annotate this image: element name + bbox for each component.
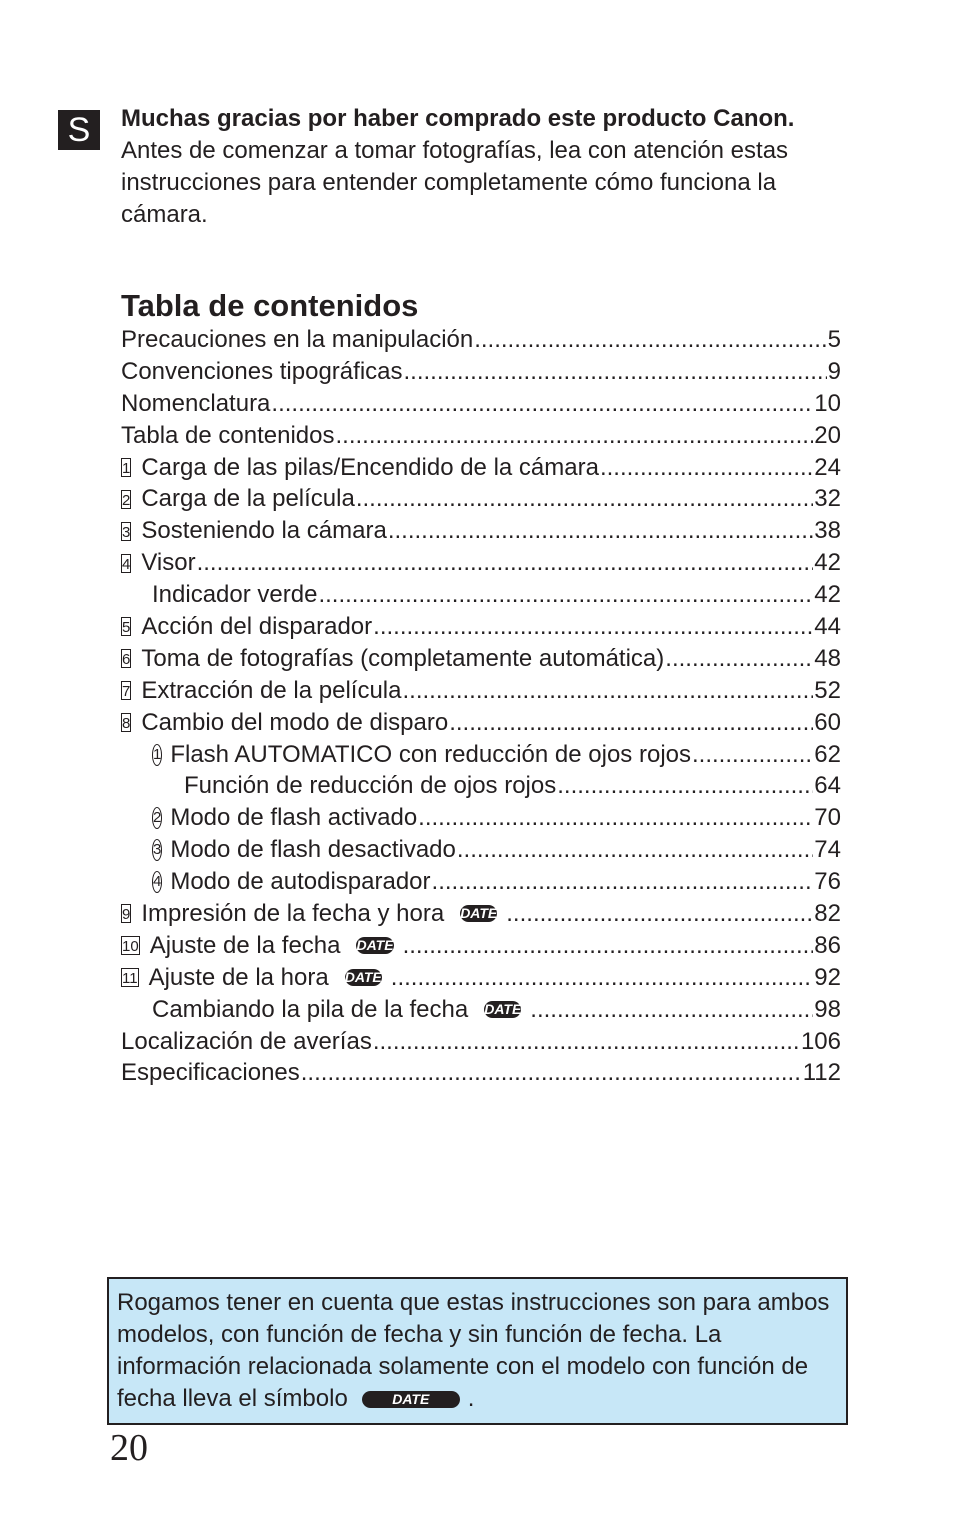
chapter-number: 3 xyxy=(122,523,131,541)
toc-page: 86 xyxy=(814,931,841,959)
chapter-number: 6 xyxy=(122,651,131,669)
toc-label: Nomenclatura xyxy=(121,389,271,417)
chapter-number: 1 xyxy=(122,460,131,477)
toc-page: 5 xyxy=(827,326,841,353)
chapter-number: 7 xyxy=(122,683,131,701)
toc-entry[interactable] xyxy=(121,515,841,547)
circled-number: 4 xyxy=(152,871,162,893)
toc-label: Localización de averías xyxy=(121,1027,372,1055)
toc-page: 42 xyxy=(814,549,841,577)
circled-number: 1 xyxy=(152,744,162,766)
chapter-number: 5 xyxy=(122,619,131,637)
toc-page: 62 xyxy=(814,740,841,768)
toc-page: 42 xyxy=(814,581,841,609)
date-badge-icon: DATE xyxy=(460,905,498,922)
toc-entry[interactable] xyxy=(121,643,841,675)
toc-page: 70 xyxy=(814,804,841,832)
toc-entry[interactable] xyxy=(121,420,841,452)
circled-number: 3 xyxy=(152,839,162,861)
toc-label: Indicador verde xyxy=(152,581,318,609)
toc-entry[interactable] xyxy=(121,770,841,802)
toc-page: 24 xyxy=(814,453,841,481)
date-badge-icon: DATE xyxy=(356,937,394,954)
toc-label: Visor xyxy=(141,549,196,577)
toc-page: 20 xyxy=(814,421,841,449)
toc-entry[interactable] xyxy=(121,452,841,484)
toc-page: 76 xyxy=(814,868,841,896)
toc-entry[interactable] xyxy=(121,866,841,898)
toc-label: Toma de fotografías (completamente automática) xyxy=(141,644,665,672)
toc-label: Modo de flash activado xyxy=(170,804,418,832)
toc-entry[interactable] xyxy=(121,1057,841,1089)
toc-entry[interactable] xyxy=(121,388,841,420)
page-number: 20 xyxy=(110,1427,148,1469)
toc-page: 74 xyxy=(814,836,841,864)
toc-entry[interactable] xyxy=(121,547,841,579)
circled-number: 2 xyxy=(152,807,162,829)
toc-page: 44 xyxy=(814,613,841,641)
chapter-number: 2 xyxy=(122,491,131,509)
toc-entry[interactable] xyxy=(121,834,841,866)
note-end: . xyxy=(467,1385,475,1412)
toc-page: 10 xyxy=(814,389,841,417)
toc-entry[interactable] xyxy=(121,802,841,834)
date-badge-icon: DATE xyxy=(484,1001,522,1018)
toc-entry[interactable] xyxy=(121,994,841,1026)
toc-entry[interactable] xyxy=(121,579,841,611)
note-text: Rogamos tener en cuenta que estas instrucciones son para ambos modelos, con función de fecha y sin función de fecha. La información relacionada solamente con el modelo con función de fecha lleva el símbolo xyxy=(117,1289,830,1412)
toc-entry[interactable] xyxy=(121,707,841,739)
intro-heading: Muchas gracias por haber comprado este producto Canon. xyxy=(121,105,795,132)
toc-page: 82 xyxy=(814,900,841,928)
toc-page: 38 xyxy=(814,517,841,545)
toc-page: 98 xyxy=(814,995,841,1023)
toc-page: 92 xyxy=(814,963,841,991)
toc-entry[interactable] xyxy=(121,356,841,388)
toc-page: 64 xyxy=(814,772,841,800)
toc-label: Cambiando la pila de la fecha xyxy=(152,995,469,1023)
toc-entry[interactable] xyxy=(121,675,841,707)
model-note-box xyxy=(107,1277,848,1425)
toc-label: Precauciones en la manipulación xyxy=(121,326,474,353)
toc-label: Carga de la película xyxy=(141,485,355,513)
toc-entry[interactable] xyxy=(121,611,841,643)
toc-entry[interactable] xyxy=(121,930,841,962)
chapter-number: 11 xyxy=(122,970,138,988)
toc-label: Modo de autodisparador xyxy=(170,868,431,896)
date-badge-icon: DATE xyxy=(344,969,382,986)
toc-page: 32 xyxy=(814,485,841,513)
toc-label: Tabla de contenidos xyxy=(121,421,335,449)
intro-text: Antes de comenzar a tomar fotografías, lea con atención estas instrucciones para entender completamente cómo funciona la cámara. xyxy=(121,137,789,228)
toc-entry[interactable] xyxy=(121,962,841,994)
toc-entry[interactable] xyxy=(121,1026,841,1058)
toc-label: Especificaciones xyxy=(121,1059,300,1087)
toc-label: Extracción de la película xyxy=(141,676,402,704)
toc-page: 52 xyxy=(814,676,841,704)
toc-label: Acción del disparador xyxy=(141,613,373,641)
toc-entry[interactable] xyxy=(121,324,841,356)
toc-label: Función de reducción de ojos rojos xyxy=(184,772,557,800)
toc-label: Impresión de la fecha y hora xyxy=(141,900,445,928)
toc-page: 60 xyxy=(814,708,841,736)
toc-label: Flash AUTOMATICO con reducción de ojos rojos xyxy=(170,740,691,768)
toc-label: Ajuste de la fecha xyxy=(149,931,341,959)
toc-page: 112 xyxy=(802,1059,841,1087)
toc-entry[interactable] xyxy=(121,483,841,515)
toc-page: 48 xyxy=(814,644,841,672)
toc-label: Carga de las pilas/Encendido de la cámara xyxy=(141,453,599,481)
toc-title: Tabla de contenidos xyxy=(121,288,419,323)
date-badge-icon: DATE xyxy=(362,1391,460,1408)
toc-page: 106 xyxy=(800,1027,841,1055)
chapter-number: 10 xyxy=(122,938,139,956)
toc-label: Ajuste de la hora xyxy=(148,963,329,991)
toc-label: Sosteniendo la cámara xyxy=(141,517,387,545)
language-tab: S xyxy=(58,110,100,150)
toc-page: 9 xyxy=(827,357,841,385)
toc-label: Modo de flash desactivado xyxy=(170,836,456,864)
toc-entry[interactable] xyxy=(121,739,841,771)
chapter-number: 4 xyxy=(122,555,131,573)
toc-label: Cambio del modo de disparo xyxy=(141,708,449,736)
table-of-contents xyxy=(121,324,841,1089)
chapter-number: 9 xyxy=(122,906,131,924)
chapter-number: 8 xyxy=(122,715,131,733)
toc-entry[interactable] xyxy=(121,898,841,930)
toc-label: Convenciones tipográficas xyxy=(121,357,403,385)
intro xyxy=(121,103,841,231)
